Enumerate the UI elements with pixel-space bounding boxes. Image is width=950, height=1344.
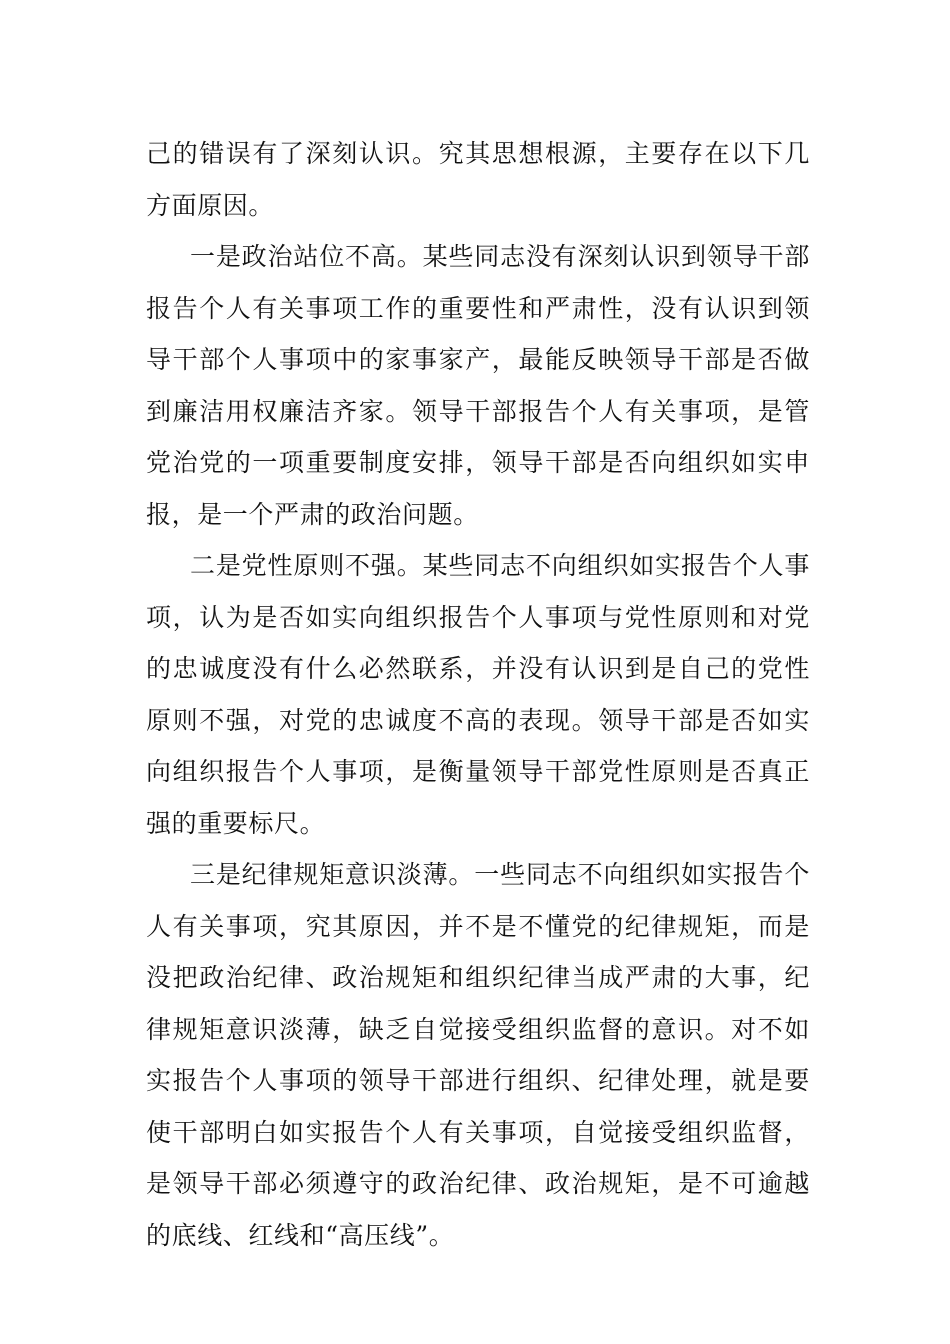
paragraph-reason-political-stance: 一是政治站位不高。某些同志没有深刻认识到领导干部报告个人有关事项工作的重要性和严肃性，没有认识到领导干部个人事项中的家事家产，最能反映领导干部是否做到廉洁用权廉洁齐家。领导干部报告个人有关事项，是管党治党的一项重要制度安排，领导干部是否向组织如实申报，是一个严肃的政治问题。 bbox=[146, 242, 810, 529]
paragraph-reason-party-principle: 二是党性原则不强。某些同志不向组织如实报告个人事项，认为是否如实向组织报告个人事项与党性原则和对党的忠诚度没有什么必然联系，并没有认识到是自己的党性原则不强，对党的忠诚度不高的表现。领导干部是否如实向组织报告个人事项，是衡量领导干部党性原则是否真正强的重要标尺。 bbox=[146, 551, 810, 838]
body-text bbox=[146, 128, 810, 1261]
paragraph-continuation: 己的错误有了深刻认识。究其思想根源，主要存在以下几方面原因。 bbox=[146, 139, 810, 220]
paragraph-reason-discipline-awareness: 三是纪律规矩意识淡薄。一些同志不向组织如实报告个人有关事项，究其原因，并不是不懂党的纪律规矩，而是没把政治纪律、政治规矩和组织纪律当成严肃的大事，纪律规矩意识淡薄，缺乏自觉接受组织监督的意识。对不如实报告个人事项的领导干部进行组织、纪律处理，就是要使干部明白如实报告个人有关事项，自觉接受组织监督，是领导干部必须遵守的政治纪律、政治规矩，是不可逾越的底线、红线和“高压线”。 bbox=[146, 860, 810, 1250]
